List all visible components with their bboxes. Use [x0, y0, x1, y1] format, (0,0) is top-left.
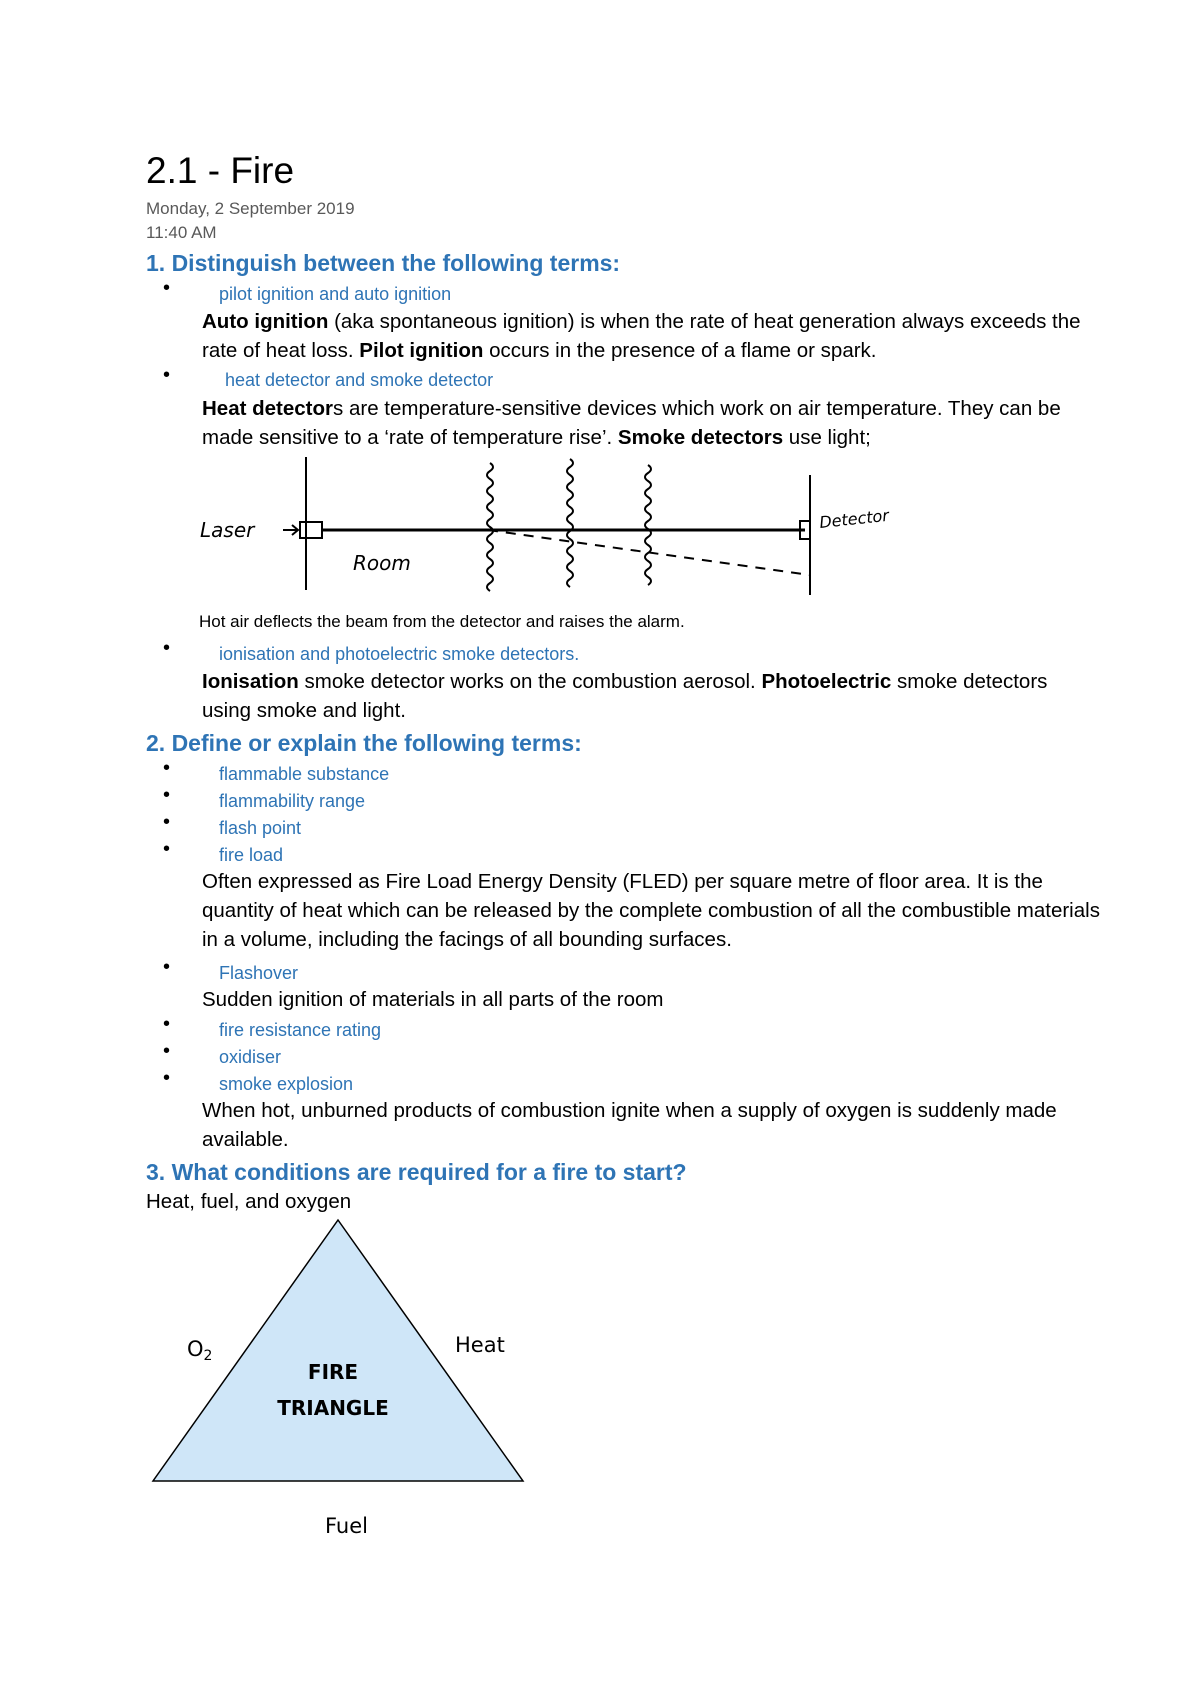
definition-text: s are temperature-sensitive devices which work on air temperature. They can be made sensitive to a ‘rate of temperature rise’. [202, 397, 1061, 449]
term-flash-point: flash point [219, 818, 302, 838]
term-heat-smoke-detector: heat detector and smoke detector [225, 370, 494, 390]
bullet-icon: • [163, 811, 171, 833]
bold-term: Pilot ignition [359, 339, 484, 362]
hot-air-wave [567, 459, 573, 587]
bullet-icon: • [163, 637, 171, 659]
page-title: 2.1 - Fire [146, 150, 295, 191]
bold-term: Auto ignition [202, 310, 329, 333]
term-oxidiser: oxidiser [219, 1047, 282, 1067]
section-2-heading: 2. Define or explain the following terms: [146, 730, 582, 756]
laser-label: Laser [200, 518, 255, 542]
triangle-title-line1: FIRE [307, 1360, 359, 1384]
definition-ignition [202, 307, 1102, 365]
term-pilot-auto-ignition: pilot ignition and auto ignition [219, 284, 452, 304]
definition-flashover: Sudden ignition of materials in all parts of the room [202, 988, 664, 1011]
triangle-title-line2: TRIANGLE [277, 1396, 389, 1420]
room-label: Room [353, 551, 411, 575]
definition-text: use light; [783, 426, 871, 449]
bullet-icon: • [163, 956, 171, 978]
page-time: 11:40 AM [146, 223, 217, 242]
bullet-icon: • [163, 838, 171, 860]
bullet-icon: • [163, 277, 171, 299]
heat-label: Heat [455, 1333, 505, 1357]
term-ionisation-photoelectric: ionisation and photoelectric smoke detectors. [219, 644, 580, 664]
term-flammability-range: flammability range [219, 791, 366, 811]
bullet-icon: • [163, 1013, 171, 1035]
answer-conditions: Heat, fuel, and oxygen [146, 1190, 352, 1213]
fuel-label: Fuel [325, 1514, 368, 1538]
bullet-icon: • [163, 1040, 171, 1062]
definition-detectors [202, 394, 1102, 452]
definition-text: smoke detectors using smoke and light. [202, 670, 1048, 722]
bold-term: Heat detector [202, 397, 334, 420]
bold-term: Ionisation [202, 670, 299, 693]
bullet-icon: • [163, 364, 171, 386]
bullet-icon: • [163, 1067, 171, 1089]
section-3-heading: 3. What conditions are required for a fire to start? [146, 1159, 687, 1185]
detector-label: Detector [818, 505, 890, 532]
term-fire-resistance-rating: fire resistance rating [219, 1020, 382, 1040]
diagram-caption: Hot air deflects the beam from the detector and raises the alarm. [199, 612, 685, 631]
term-flashover: Flashover [219, 963, 299, 983]
hot-air-wave [487, 463, 493, 591]
o2-label: O2 [187, 1337, 213, 1364]
term-smoke-explosion: smoke explosion [219, 1074, 354, 1094]
bullet-icon: • [163, 784, 171, 806]
beam-detector-diagram [198, 455, 898, 605]
term-flammable-substance: flammable substance [219, 764, 390, 784]
fire-triangle-diagram [140, 1215, 560, 1545]
bold-term: Smoke detectors [617, 426, 784, 449]
hot-air-wave [645, 465, 651, 585]
definition-text: (aka spontaneous ignition) is when the rate of heat generation always exceeds the rate of heat loss. [202, 310, 1081, 362]
term-fire-load: fire load [219, 845, 284, 865]
page-date: Monday, 2 September 2019 [146, 199, 355, 218]
bullet-icon: • [163, 757, 171, 779]
definition-text: smoke detector works on the combustion aerosol. [298, 670, 762, 693]
definition-smoke-detector-types [202, 667, 1102, 725]
definition-fire-load: Often expressed as Fire Load Energy Density (FLED) per square metre of floor area. It is the quantity of heat which can be released by the complete combustion of all the combustible materials in a volume, including the facings of all bounding surfaces. [202, 870, 1100, 951]
laser-emitter [300, 522, 322, 538]
definition-smoke-explosion: When hot, unburned products of combustion ignite when a supply of oxygen is suddenly made available. [202, 1099, 1057, 1151]
definition-text: occurs in the presence of a flame or spark. [483, 339, 877, 362]
section-1-heading: 1. Distinguish between the following terms: [146, 250, 621, 276]
bold-term: Photoelectric [761, 670, 892, 693]
